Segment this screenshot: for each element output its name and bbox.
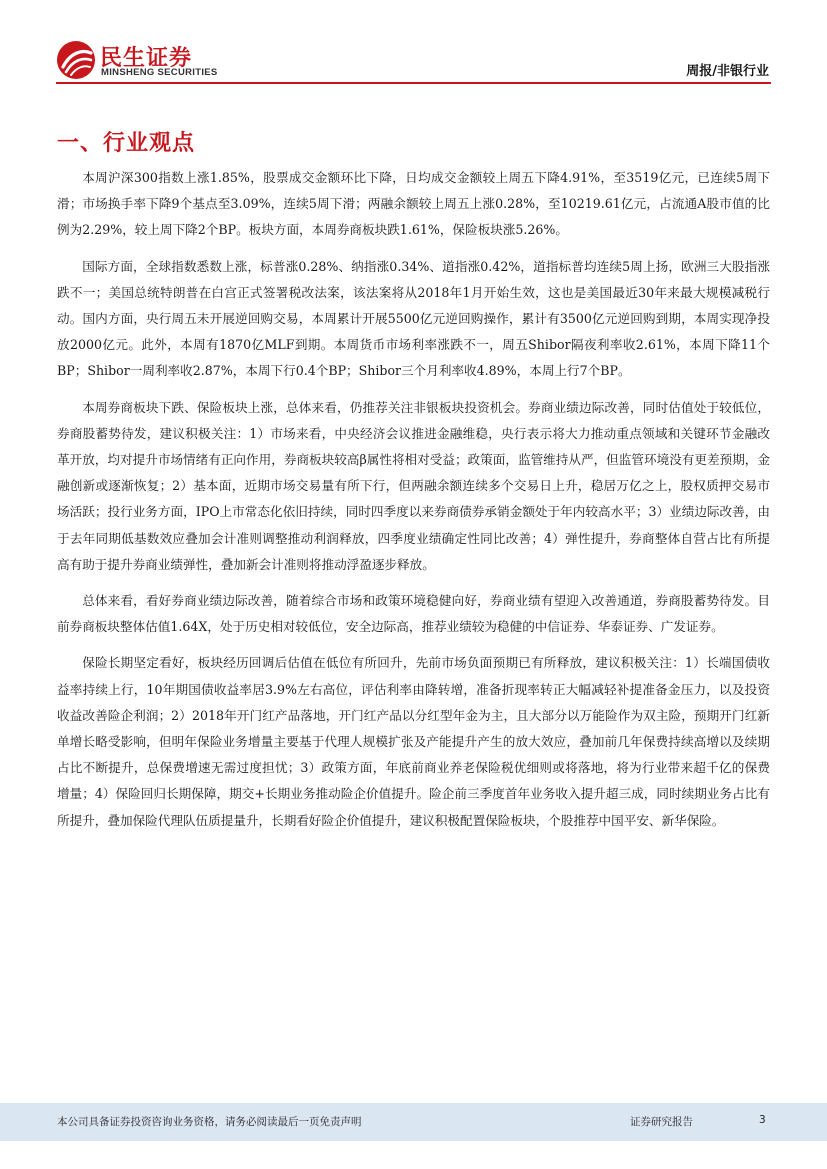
paragraph-brokerage-outlook: 本周券商板块下跌、保险板块上涨，总体来看，仍推荐关注非银板块投资机会。券商业绩边际改善，同时估值处于较低位，券商股蓄势待发，建议积极关注：1）市场来看，中央经济会议推进金融维稳，央行表示将大力推动重点领域和关键环节金融改革开放，均对提升市场情绪有正向作用，券商板块较高β属性将相对受益；政策面，监管维持从严，但监管环境没有更差预期，金融创新或逐渐恢复；2）基本面，近期市场交易量有所下行，但两融余额连续多个交易日上升，稳居万亿之上，股权质押交易市场活跃；投行业务方面，IPO上市常态化依旧持续，同时四季度以来券商债券承销金额处于年内较高水平；3）业绩边际改善，由于去年同期低基数效应叠加会计准则调整推动利润释放，四季度业绩确定性同比改善；4）弹性提升，券商整体自营占比有所提高有助于提升券商业绩弹性，叠加新会计准则将推动浮盈逐步释放。 [57, 399, 770, 572]
paragraph-brokerage-summary: 总体来看，看好券商业绩边际改善，随着综合市场和政策环境稳健向好，券商业绩有望迎入改善通道，券商股蓄势待发。目前券商板块整体估值1.64X，处于历史相对较低位，安全边际高，推荐业绩较为稳健的中信证券、华泰证券、广发证券。 [57, 593, 770, 635]
page-footer [0, 1103, 827, 1141]
paragraph-insurance-outlook: 保险长期坚定看好，板块经历回调后估值在低位有所回升，先前市场负面预期已有所释放，建议积极关注：1）长端国债收益率持续上行，10年期国债收益率居3.9%左右高位，评估利率由降转增，准备折现率转正大幅减轻补提准备金压力，以及投资收益改善险企利润；2）2018年开门红产品落地，开门红产品以分红型年金为主，且大部分以万能险作为双主险，预期开门红新单增长略受影响，但明年保险业务增量主要基于代理人规模扩张及产能提升产生的放大效应，叠加前几年保费持续高增以及续期占比不断提升，总保费增速无需过度担忧；3）政策方面，年底前商业养老保险税优细则或将落地，将为行业带来超千亿的保费增量；4）保险回归长期保障，期交+长期业务推动险企价值提升。险企前三季度首年业务收入提升超三成，同时续期业务占比有所提升，叠加保险代理队伍质提量升，长期看好险企价值提升，建议积极配置保险板块，个股推荐中国平安、新华保险。 [57, 655, 770, 828]
brand-name-en: MINSHENG SECURITIES [101, 67, 218, 78]
report-body [57, 165, 770, 844]
section-title: 一、行业观点 [57, 131, 196, 156]
footer-report-label: 证券研究报告 [630, 1116, 693, 1128]
report-type-label: 周报/非银行业 [686, 64, 769, 79]
page-header [0, 0, 827, 90]
page-number: 3 [759, 1114, 766, 1126]
brand-name-cn: 民生证券 [100, 46, 193, 71]
footer-disclaimer: 本公司具备证券投资咨询业务资格，请务必阅读最后一页免责声明 [57, 1116, 362, 1128]
paragraph-international-domestic: 国际方面，全球指数悉数上涨，标普涨0.28%、纳指涨0.34%、道指涨0.42%，道指标普均连续5周上扬，欧洲三大股指涨跌不一；美国总统特朗普在白宫正式签署税改法案，该法案将从2018年1月开始生效，这也是美国最近30年来最大规模减税行动。国内方面，央行周五未开展逆回购交易，本周累计开展5500亿元逆回购操作，累计有3500亿元逆回购到期，本周实现净投放2000亿元。此外，本周有1870亿MLF到期。本周货币市场利率涨跌不一，周五Shibor隔夜利率收2.61%，本周下降11个BP；Shibor一周利率收2.87%，本周下行0.4个BP；Shibor三个月利率收4.89%，本周上行7个BP。 [57, 258, 770, 379]
header-divider [56, 82, 771, 84]
minsheng-logo-icon [56, 40, 96, 80]
paragraph-market-overview: 本周沪深300指数上涨1.85%，股票成交金额环比下降，日均成交金额较上周五下降4.91%，至3519亿元，已连续5周下滑；市场换手率下降9个基点至3.09%，连续5周下滑；两融余额较上周五上涨0.28%，至10219.61亿元，占流通A股市值的比例为2.29%，较上周下降2个BP。板块方面，本周券商板块跌1.61%，保险板块涨5.26%。 [57, 170, 770, 238]
